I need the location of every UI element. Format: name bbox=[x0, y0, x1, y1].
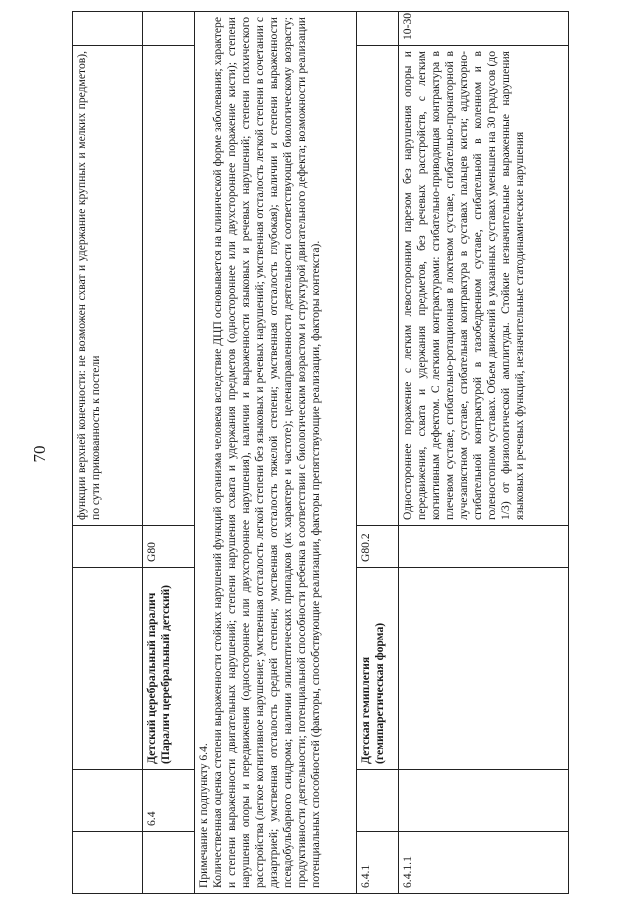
percentage-range: 10-30 bbox=[399, 12, 569, 46]
item-code: 6.4.1.1 bbox=[399, 832, 569, 894]
item-description: Одностороннее поражение с легким левосторонним парезом без нарушения опоры и передвижения, схвата и удержания предметов, без речевых расстройств, с легким когнитивным дефектом. С легкими контрактурами: сгибательно-приводящая контрактура в плечевом суставе, сгибательно-ротационная в локтевом суставе, сгибательно-пронаторной в лучезапястном суставе, сгибательная контрактура в суставах пальцев кисти; аддукторно-сгибательной контрактурой в тазобедренном суставе, сгибательной в коленном и в голеностопном суставах. Объем движений в указанных суставах уменьшен на 30 градусов (до 1/3) от физиологической амплитуды. Стойкие незначительные выраженные нарушения языковых и речевых функций, незначительные статодинамические нарушения bbox=[399, 46, 569, 526]
note-text: Количественная оценка степени выраженности стойких нарушений функций организма человека вследствие ДЦП основывается на клинической форме заболевания; характере и степени выраженности двигательных нарушений; степени нарушения схвата и удержания предметов (одностороннее или двухстороннее поражение кисти); степени нарушения опоры и передвижения (одностороннее или двухстороннее нарушения), наличии и выраженности языковых и речевых нарушений; степени психического расстройства (легкое когнитивное нарушение; умственная отсталость легкой степени без языковых и речевых нарушений; умственная отсталость легкой степени в сочетании с дизартрией; умственная отсталость средней степени; умственная отсталость тяжелой степени; умственная отсталость глубокая); наличии и степени выраженности псевдобульбарного синдрома; наличии эпилептических припадков (их характере и частоте); целенаправленности деятельности соответствующей биологическому возрасту; продуктивности деятельности; потенциальной способности ребенка в соответствии с биологическим возрастом и структурой двигательного дефекта; возможности реализации потенциальных способностей (факторы, способствующие реализации, факторы препятствующие реализации, факторы контекста). bbox=[211, 17, 322, 888]
icd-code: G80 bbox=[143, 526, 195, 568]
note-cell bbox=[195, 12, 357, 894]
subsection-name: Детская гемиплегия (гемипаретическая форма) bbox=[357, 568, 399, 770]
rotated-page-content bbox=[72, 12, 568, 894]
subsection-icd-code: G80.2 bbox=[357, 526, 399, 568]
criteria-table bbox=[72, 11, 569, 894]
subsection-code: 6.4.1 bbox=[357, 832, 399, 894]
continuation-text: функции верхней конечности: не возможен схват и удержание крупных и мелких предметов), по сути прикованность к постели bbox=[73, 46, 143, 526]
note-title: Примечание к подпункту 6.4. bbox=[197, 743, 210, 888]
table-row-6-4-1 bbox=[357, 12, 399, 894]
table-row-note bbox=[195, 12, 357, 894]
page-number: 70 bbox=[30, 445, 49, 463]
section-code: 6.4 bbox=[143, 770, 195, 832]
table-row-continuation bbox=[73, 12, 143, 894]
table-row-6-4-1-1 bbox=[399, 12, 569, 894]
table-row-6-4 bbox=[143, 12, 195, 894]
disease-name: Детский церебральный паралич (Паралич церебральный детский) bbox=[143, 568, 195, 770]
